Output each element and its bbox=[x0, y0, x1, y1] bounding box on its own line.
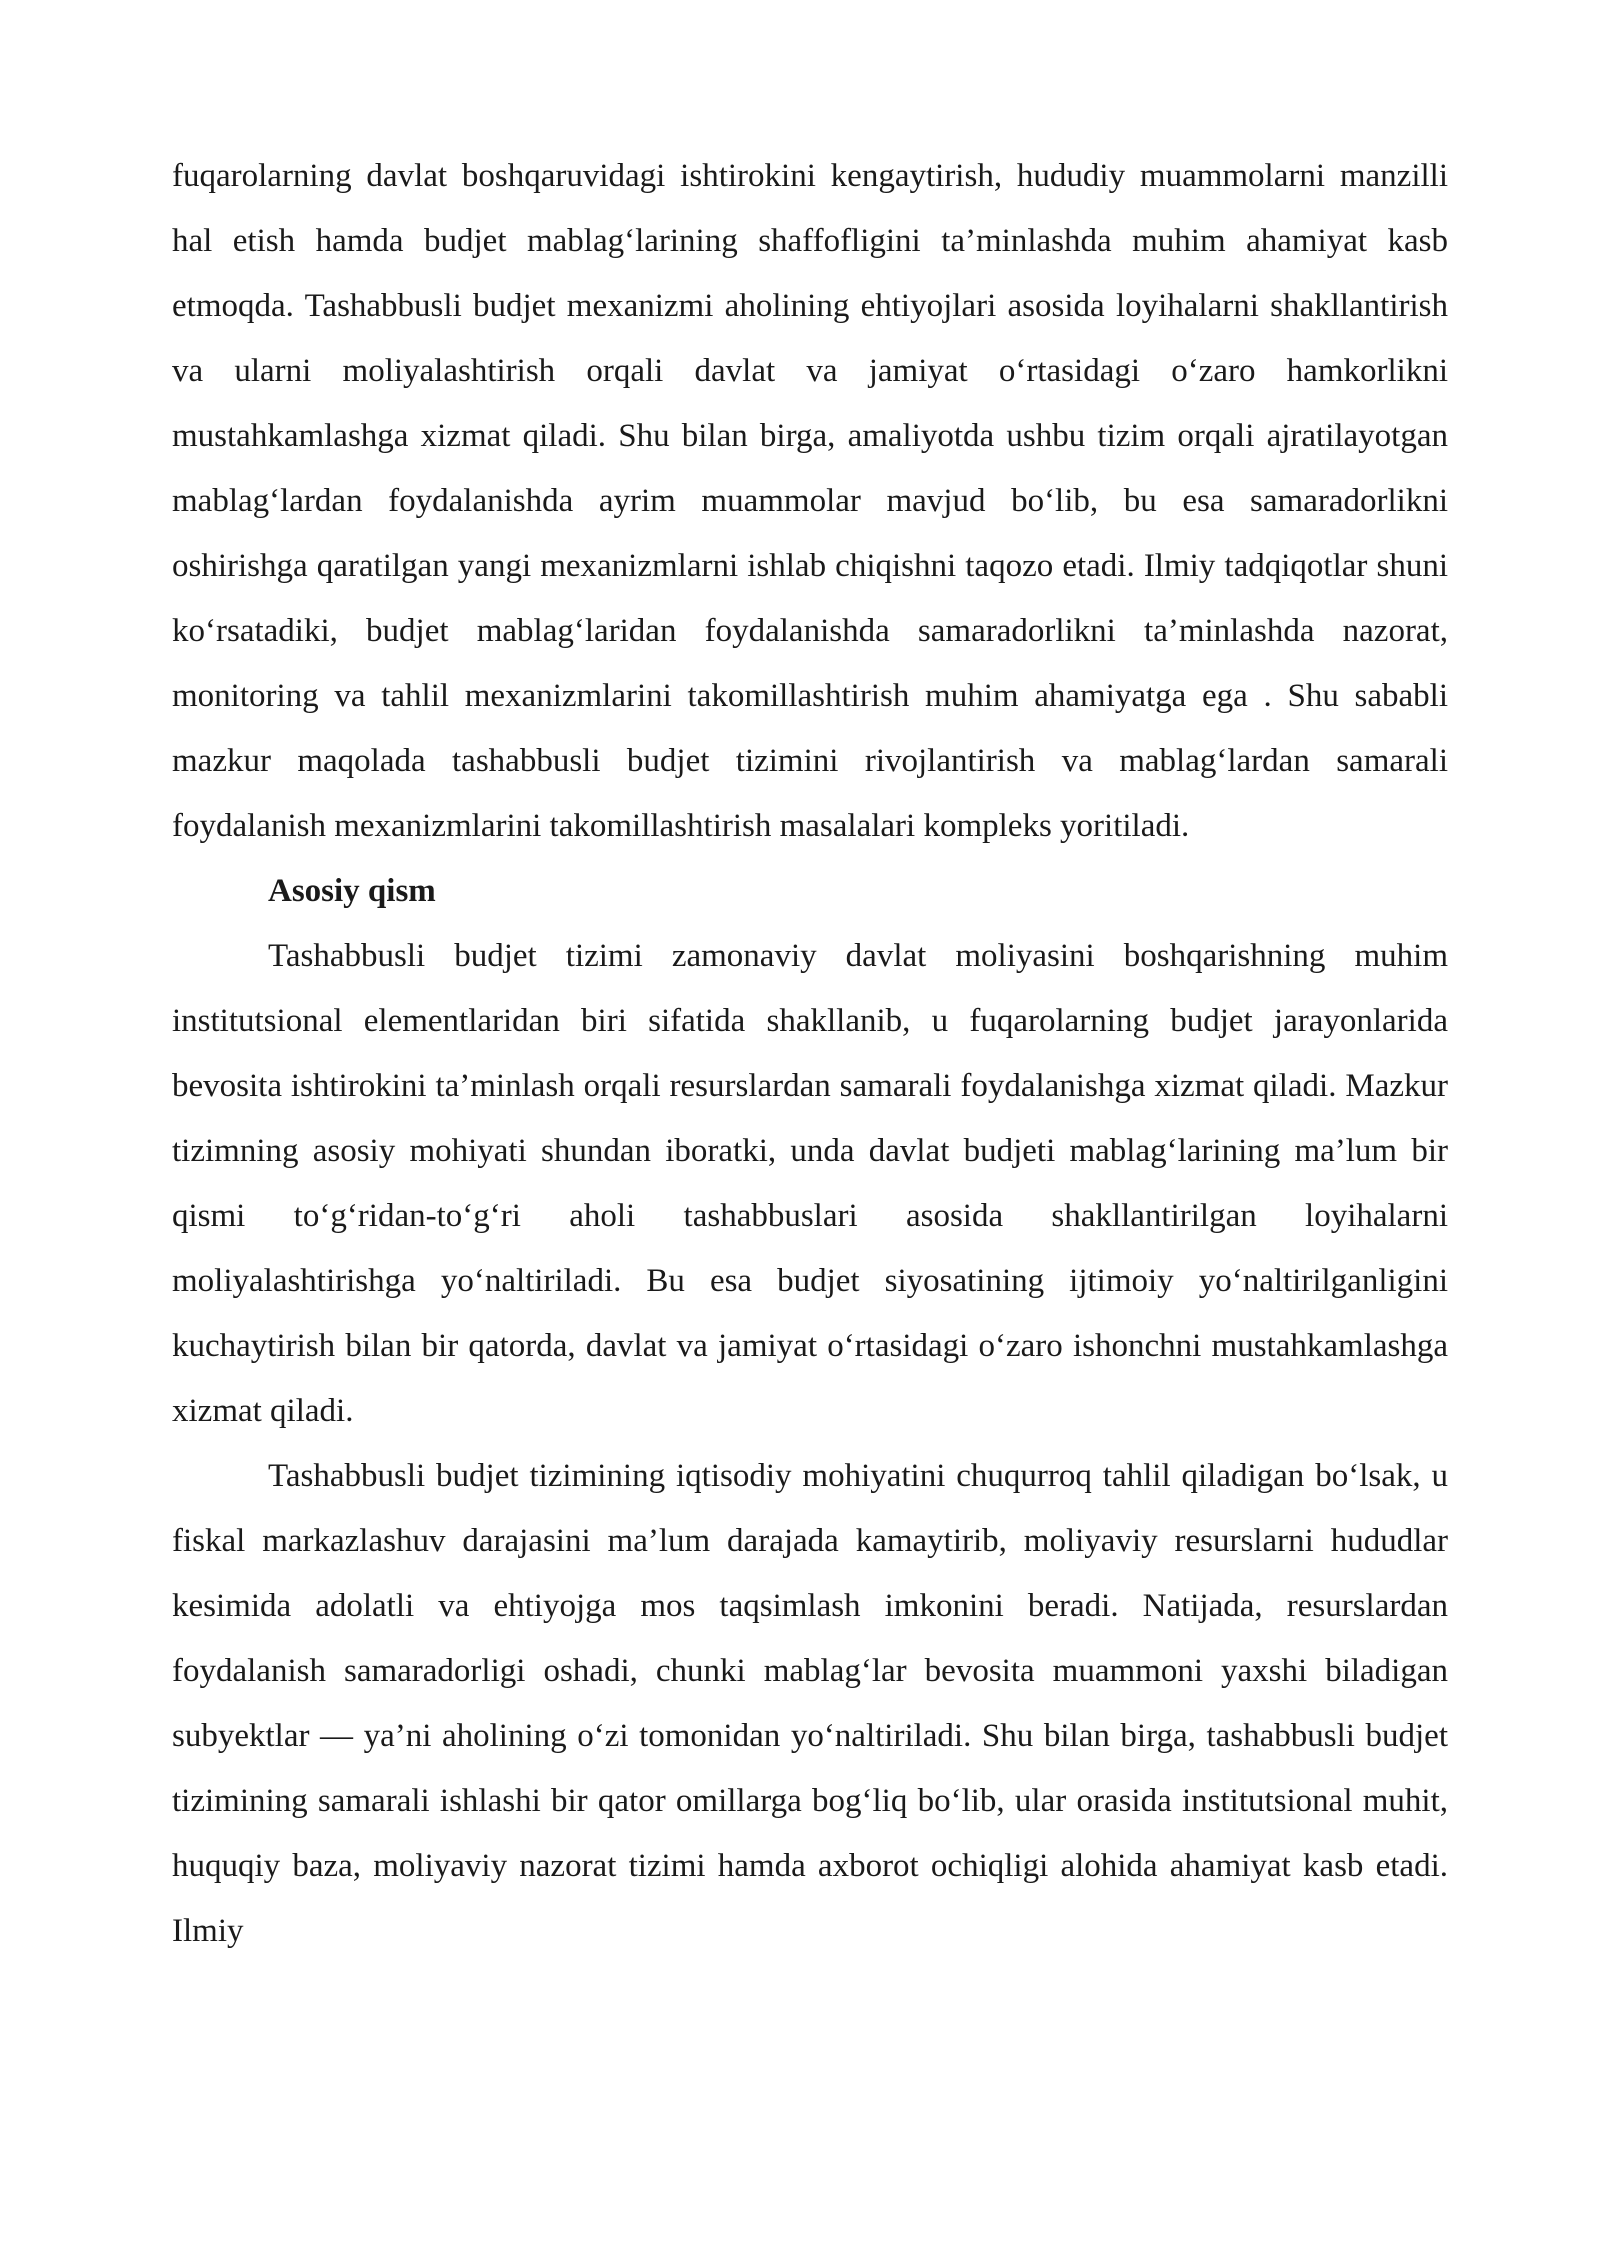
paragraph-main-1: Tashabbusli budjet tizimi zamonaviy davlat moliyasini boshqarishning muhim institutsional elementlaridan biri sifatida shakllanib, u fuqarolarning budjet jarayonlarida bevosita ishtirokini ta’minlash orqali resurslardan samarali foydalanishga xizmat qiladi. Mazkur tizimning asosiy mohiyati shundan iboratki, unda davlat budjeti mablag‘larining ma’lum bir qismi to‘g‘ridan-to‘g‘ri aholi tashabbuslari asosida shakllantirilgan loyihalarni moliyalashtirishga yo‘naltiriladi. Bu esa budjet siyosatining ijtimoiy yo‘naltirilganligini kuchaytirish bilan bir qatorda, davlat va jamiyat o‘rtasidagi o‘zaro ishonchni mustahkamlashga xizmat qiladi. bbox=[172, 938, 1448, 1429]
section-heading: Asosiy qism bbox=[268, 873, 436, 909]
paragraph-intro-continuation: fuqarolarning davlat boshqaruvidagi ishtirokini kengaytirish, hududiy muammolarni manzilli hal etish hamda budjet mablag‘larining shaffofligini ta’minlashda muhim ahamiyat kasb etmoqda. Tashabbusli budjet mexanizmi aholining ehtiyojlari asosida loyihalarni shakllantirish va ularni moliyalashtirish orqali davlat va jamiyat o‘rtasidagi o‘zaro hamkorlikni mustahkamlashga xizmat qiladi. Shu bilan birga, amaliyotda ushbu tizim orqali ajratilayotgan mablag‘lardan foydalanishda ayrim muammolar mavjud bo‘lib, bu esa samaradorlikni oshirishga qaratilgan yangi mexanizmlarni ishlab chiqishni taqozo etadi. Ilmiy tadqiqotlar shuni ko‘rsatadiki, budjet mablag‘laridan foydalanishda samaradorlikni ta’minlashda nazorat, monitoring va tahlil mexanizmlarini takomillashtirish muhim ahamiyatga ega . Shu sababli mazkur maqolada tashabbusli budjet tizimini rivojlantirish va mablag‘lardan samarali foydalanish mexanizmlarini takomillashtirish masalalari kompleks yoritiladi. bbox=[172, 158, 1448, 844]
document-body bbox=[172, 144, 1448, 1964]
paragraph-main-2: Tashabbusli budjet tizimining iqtisodiy mohiyatini chuqurroq tahlil qiladigan bo‘lsak, u fiskal markazlashuv darajasini ma’lum darajada kamaytirib, moliyaviy resurslarni hududlar kesimida adolatli va ehtiyojga mos taqsimlash imkonini beradi. Natijada, resurslardan foydalanish samaradorligi oshadi, chunki mablag‘lar bevosita muammoni yaxshi biladigan subyektlar — ya’ni aholining o‘zi tomonidan yo‘naltiriladi. Shu bilan birga, tashabbusli budjet tizimining samarali ishlashi bir qator omillarga bog‘liq bo‘lib, ular orasida institutsional muhit, huquqiy baza, moliyaviy nazorat tizimi hamda axborot ochiqligi alohida ahamiyat kasb etadi. Ilmiy bbox=[172, 1458, 1448, 1949]
